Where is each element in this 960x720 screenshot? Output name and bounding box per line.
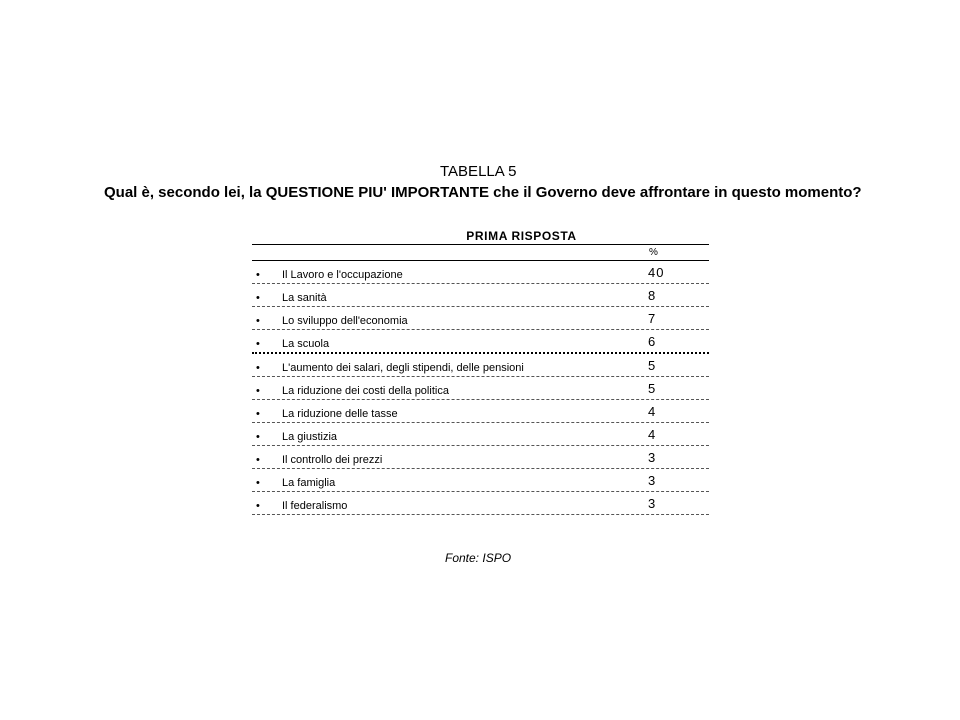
bullet-icon: • — [256, 454, 260, 466]
table-row — [252, 492, 709, 515]
row-value: 8 — [648, 288, 657, 303]
percent-unit-label: % — [649, 247, 658, 258]
row-value: 3 — [648, 473, 657, 488]
table-row — [252, 400, 709, 423]
bullet-icon: • — [256, 269, 260, 281]
row-label: La scuola — [282, 338, 330, 350]
unit-row — [252, 245, 709, 260]
row-value: 6 — [648, 334, 657, 349]
row-value: 3 — [648, 450, 657, 465]
bullet-icon: • — [256, 385, 260, 397]
row-label: La famiglia — [282, 477, 336, 489]
bullet-icon: • — [256, 477, 260, 489]
results-table — [252, 228, 709, 515]
bullet-icon: • — [256, 315, 260, 327]
row-label: La giustizia — [282, 431, 338, 443]
row-value: 4 — [648, 427, 657, 442]
row-value: 4 — [648, 404, 657, 419]
row-label: La riduzione delle tasse — [282, 408, 398, 420]
table-row — [252, 307, 709, 330]
table-row — [252, 423, 709, 446]
bullet-icon: • — [256, 500, 260, 512]
row-label: L'aumento dei salari, degli stipendi, delle pensioni — [282, 362, 524, 374]
table-row — [252, 284, 709, 307]
bullet-icon: • — [256, 362, 260, 374]
survey-question: Qual è, secondo lei, la QUESTIONE PIU' IMPORTANTE che il Governo deve affrontare in questo momento? — [104, 184, 862, 201]
table-row — [252, 446, 709, 469]
row-label: Lo sviluppo dell'economia — [282, 315, 408, 327]
row-label: Il Lavoro e l'occupazione — [282, 269, 403, 281]
row-value: 7 — [648, 311, 657, 326]
row-label: Il controllo dei prezzi — [282, 454, 383, 466]
row-label: Il federalismo — [282, 500, 348, 512]
table-row — [252, 330, 709, 354]
table-row — [252, 469, 709, 492]
bullet-icon: • — [256, 431, 260, 443]
row-value: 40 — [648, 265, 665, 280]
row-label: La riduzione dei costi della politica — [282, 385, 449, 397]
table-row — [252, 261, 709, 284]
bullet-icon: • — [256, 408, 260, 420]
table-row — [252, 377, 709, 400]
bullet-icon: • — [256, 292, 260, 304]
row-value: 5 — [648, 381, 657, 396]
row-value: 5 — [648, 358, 657, 373]
table-row — [252, 354, 709, 377]
row-value: 3 — [648, 496, 657, 511]
source-note: Fonte: ISPO — [445, 551, 512, 565]
row-label: La sanità — [282, 292, 327, 304]
table-title: TABELLA 5 — [440, 163, 517, 180]
bullet-icon: • — [256, 338, 260, 350]
section-header: PRIMA RISPOSTA — [466, 229, 577, 243]
